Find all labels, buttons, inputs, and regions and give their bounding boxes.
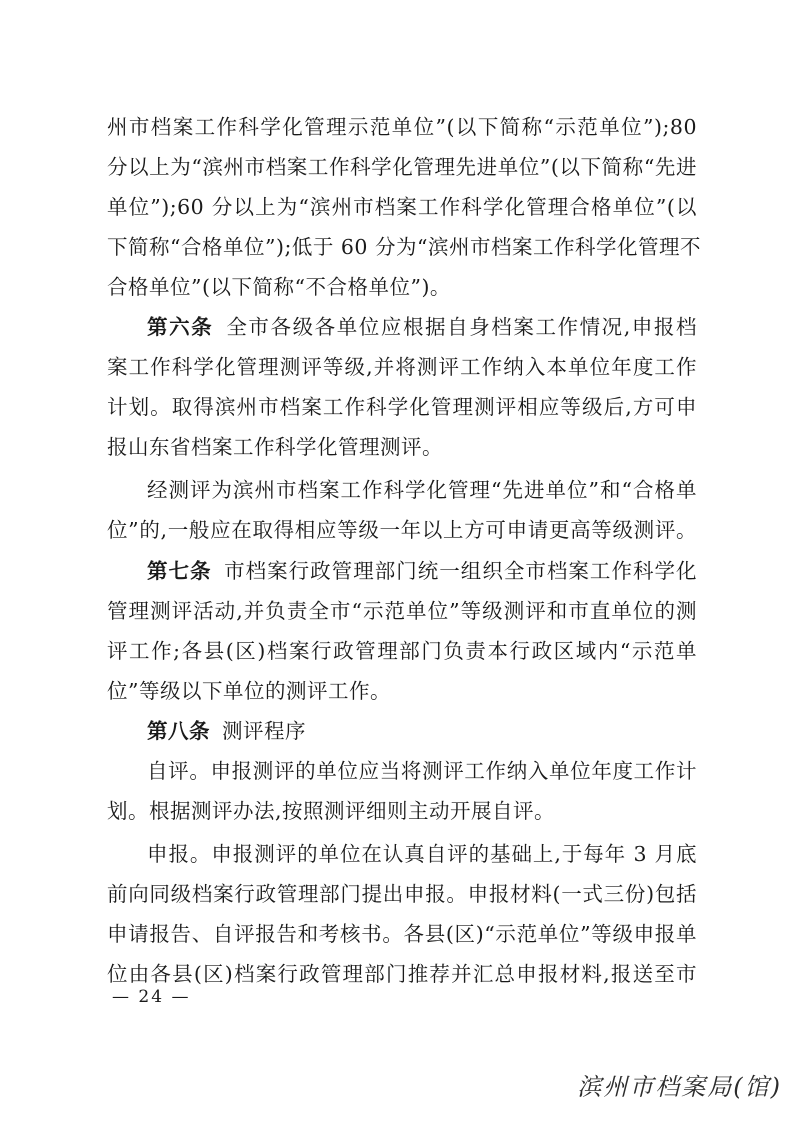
body-text-line (107, 591, 697, 631)
body-text-line (147, 751, 697, 791)
line-text: 下简称“合格单位”);低于 60 分为“滨州市档案工作科学化管理不 (107, 235, 701, 259)
line-text: 位”等级以下单位的测评工作。 (107, 679, 391, 703)
body-text-line (107, 954, 697, 994)
body-text-line (107, 147, 697, 187)
body-text-line (107, 671, 697, 711)
line-text: 市档案行政管理部门统一组织全市档案工作科学化 (223, 559, 698, 583)
line-text: 自评。申报测评的单位应当将测评工作纳入单位年度工作计 (147, 759, 697, 783)
article-heading: 第七条 (147, 559, 212, 583)
line-text: 合格单位”(以下简称“不合格单位”)。 (107, 275, 451, 299)
body-text-line (107, 227, 701, 267)
line-text: 位由各县(区)档案行政管理部门推荐并汇总申报材料,报送至市 (107, 962, 697, 986)
body-text-line (107, 387, 697, 427)
body-text-line (107, 874, 697, 914)
article-line (147, 551, 697, 591)
body-text-line (107, 267, 697, 307)
body-text-line (107, 347, 697, 387)
line-text: 划。根据测评办法,按照测评细则主动开展自评。 (107, 799, 556, 823)
article-heading: 第六条 (147, 315, 214, 339)
line-text: 管理测评活动,并负责全市“示范单位”等级测评和市直单位的测 (107, 599, 697, 623)
body-text-line (107, 510, 697, 550)
line-text: 经测评为滨州市档案工作科学化管理“先进单位”和“合格单 (147, 478, 697, 502)
body-text-line (107, 427, 697, 467)
line-text: 报山东省档案工作科学化管理测评。 (107, 435, 443, 459)
line-text: 测评程序 (222, 719, 306, 743)
body-text-line (107, 187, 697, 227)
article-heading: 第八条 (147, 719, 210, 743)
article-line (147, 711, 697, 751)
line-text: 分以上为“滨州市档案工作科学化管理先进单位”(以下简称“先进 (107, 155, 697, 179)
page-number: — 24 — (112, 987, 191, 1007)
line-text: 单位”);60 分以上为“滨州市档案工作科学化管理合格单位”(以 (107, 195, 697, 219)
body-text-line (107, 631, 697, 671)
line-text: 州市档案工作科学化管理示范单位”(以下简称“示范单位”);80 (107, 115, 697, 139)
body-text-line (107, 107, 697, 147)
line-text: 计划。取得滨州市档案工作科学化管理测评相应等级后,方可申 (107, 395, 697, 419)
line-text: 位”的,一般应在取得相应等级一年以上方可申请更高等级测评。 (107, 518, 697, 542)
line-text: 评工作;各县(区)档案行政管理部门负责本行政区域内“示范单 (107, 639, 697, 663)
article-line (147, 307, 697, 347)
line-text: 案工作科学化管理测评等级,并将测评工作纳入本单位年度工作 (107, 355, 697, 379)
line-text: 前向同级档案行政管理部门提出申报。申报材料(一式三份)包括 (107, 882, 697, 906)
body-text-line (107, 791, 697, 831)
watermark-text: 滨州市档案局(馆) (577, 1073, 782, 1101)
line-text: 申请报告、自评报告和考核书。各县(区)“示范单位”等级申报单 (107, 922, 697, 946)
body-text-line (147, 834, 697, 874)
body-text-line (107, 914, 697, 954)
line-text: 申报。申报测评的单位在认真自评的基础上,于每年 3 月底 (147, 842, 697, 866)
line-text: 全市各级各单位应根据自身档案工作情况,申报档 (225, 315, 698, 339)
body-text-line (147, 470, 697, 510)
